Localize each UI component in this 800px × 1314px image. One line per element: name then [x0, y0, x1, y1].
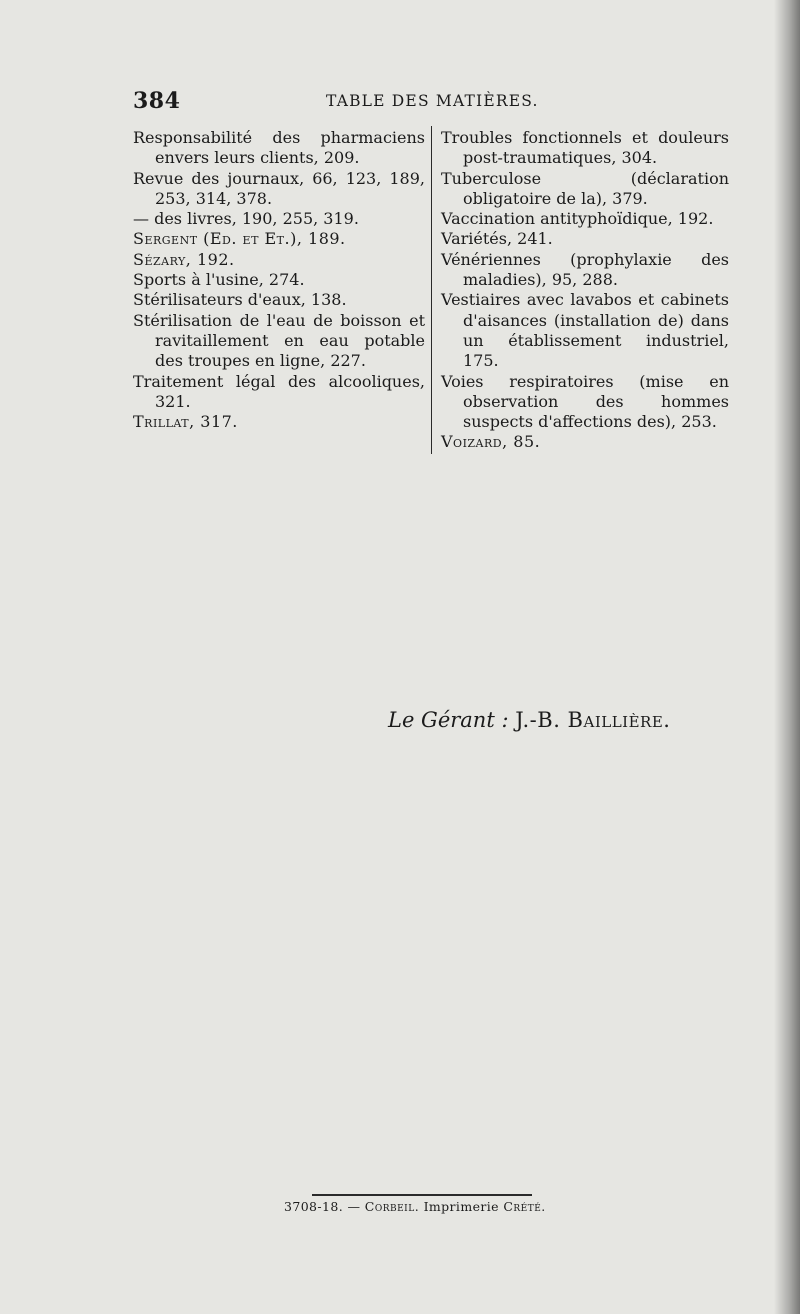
- index-entry-sterilisateurs: Stérilisateurs d'eaux, 138.: [133, 290, 347, 310]
- index-entry-varietes: Variétés, 241.: [441, 229, 553, 249]
- index-entry-revue-livres: — des livres, 190, 255, 319.: [133, 209, 359, 229]
- index-entry-sports: Sports à l'usine, 274.: [133, 270, 305, 290]
- index-entry-tuberculose: Tuberculose (déclaration obligatoire de la), 379.: [441, 168, 729, 208]
- imprint-city: Corbeil.: [364, 1199, 420, 1214]
- imprint-number: 3708-18. —: [284, 1199, 361, 1214]
- signature-name: J.-B. Baillière.: [515, 708, 671, 732]
- index-entry-revue-journaux: Revue des journaux, 66, 123, 189, 253, 314, 378.: [133, 168, 425, 208]
- index-entry-voizard: Voizard, 85.: [441, 432, 541, 452]
- page-spine-shadow: [774, 0, 800, 1314]
- index-entry-vaccination: Vaccination antityphoïdique, 192.: [441, 209, 714, 229]
- index-entry-trillat: Trillat, 317.: [133, 412, 238, 432]
- index-entry-voies-respiratoires: Voies respiratoires (mise en observation des hommes suspects d'affections des), 253.: [441, 371, 729, 432]
- column-divider: [431, 126, 432, 454]
- index-column-right: [441, 128, 729, 453]
- running-head: TABLE DES MATIÈRES.: [326, 92, 539, 110]
- index-entry-responsabilite: Responsabilité des pharmaciens envers leurs clients, 209.: [133, 128, 425, 168]
- index-entry-sterilisation: Stérilisation de l'eau de boisson et ravitaillement en eau potable des troupes en ligne, 227.: [133, 310, 425, 371]
- index-entry-sezary: Sézary, 192.: [133, 249, 235, 269]
- index-column-left: [133, 128, 425, 432]
- imprint-printer: Imprimerie: [423, 1199, 499, 1214]
- imprint-printer-name: Crété.: [503, 1199, 546, 1214]
- index-entry-sergent: Sergent (Ed. et Et.), 189.: [133, 229, 346, 249]
- printer-imprint: [284, 1199, 546, 1214]
- page-number: 384: [133, 88, 181, 114]
- index-entry-troubles: Troubles fonctionnels et douleurs post-traumatiques, 304.: [441, 128, 729, 168]
- manager-signature: [388, 708, 670, 732]
- index-entry-vestiaires: Vestiaires avec lavabos et cabinets d'aisances (installation de) dans un établissement industriel, 175.: [441, 290, 729, 371]
- index-entry-veneriennes: Vénériennes (prophylaxie des maladies), 95, 288.: [441, 249, 729, 290]
- footer-rule: [312, 1194, 532, 1196]
- index-entry-traitement: Traitement légal des alcooliques, 321.: [133, 371, 425, 411]
- signature-label: Le Gérant :: [388, 708, 509, 732]
